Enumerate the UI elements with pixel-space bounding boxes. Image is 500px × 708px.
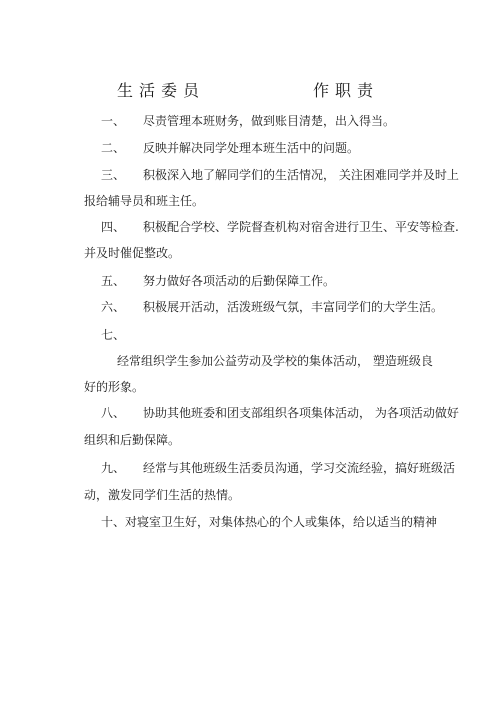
item-text: 反映并解决同学处理本班生活中的问题。	[143, 141, 360, 155]
item-number: 九、	[101, 461, 126, 475]
item-text: 尽责管理本班财务，做到账目清楚，出入得当。	[143, 114, 396, 128]
item-text: 积极展开活动，活泼班级气氛，丰富同学们的大学生活。	[143, 300, 444, 314]
duty-item-8	[101, 405, 459, 421]
duty-item-9-continuation: 动，激发同学们生活的热情。	[84, 488, 241, 502]
item-number: 八、	[101, 406, 126, 420]
duty-item-7-continuation: 好的形象。	[84, 380, 145, 394]
item-text: 对寝室卫生好，对集体热心的个人或集体，给以适当的精神	[125, 515, 438, 529]
item-number: 七、	[101, 328, 126, 342]
item-text: 努力做好各项活动的后勤保障工作。	[143, 274, 336, 288]
item-text: 积极深入地了解同学们的生活情况， 关注困难同学并及时上	[143, 168, 459, 182]
duty-item-10	[101, 514, 437, 530]
title-left: 生活委员	[117, 81, 206, 100]
page-title	[0, 78, 500, 102]
item-number: 十、	[101, 515, 126, 529]
duty-item-5	[101, 273, 335, 289]
item-number: 四、	[101, 220, 126, 234]
duty-item-4	[101, 219, 459, 235]
duty-item-7	[101, 327, 125, 343]
item-number: 一、	[101, 114, 126, 128]
duty-item-6	[101, 299, 443, 315]
title-right: 作职责	[313, 81, 380, 100]
duty-item-8-continuation: 组织和后勤保障。	[84, 433, 181, 447]
item-text: 协助其他班委和团支部组织各项集体活动， 为各项活动做好	[143, 406, 459, 420]
duty-item-9	[101, 460, 455, 476]
item-number: 六、	[101, 300, 126, 314]
duty-item-2	[101, 140, 359, 156]
item-number: 三、	[101, 168, 126, 182]
duty-item-3	[101, 167, 459, 183]
duty-item-4-continuation: 并及时催促整改。	[84, 246, 181, 260]
item-text: 经常与其他班级生活委员沟通，学习交流经验，搞好班级活	[143, 461, 456, 475]
duty-item-1	[101, 113, 395, 129]
item-number: 五、	[101, 274, 126, 288]
duty-item-7-text: 经常组织学生参加公益劳动及学校的集体活动， 塑造班级良	[117, 354, 433, 368]
duty-item-3-continuation: 报给辅导员和班主任。	[84, 194, 205, 208]
item-number: 二、	[101, 141, 126, 155]
item-text: 积极配合学校、学院督查机构对宿舍进行卫生、平安等检查.	[143, 220, 459, 234]
